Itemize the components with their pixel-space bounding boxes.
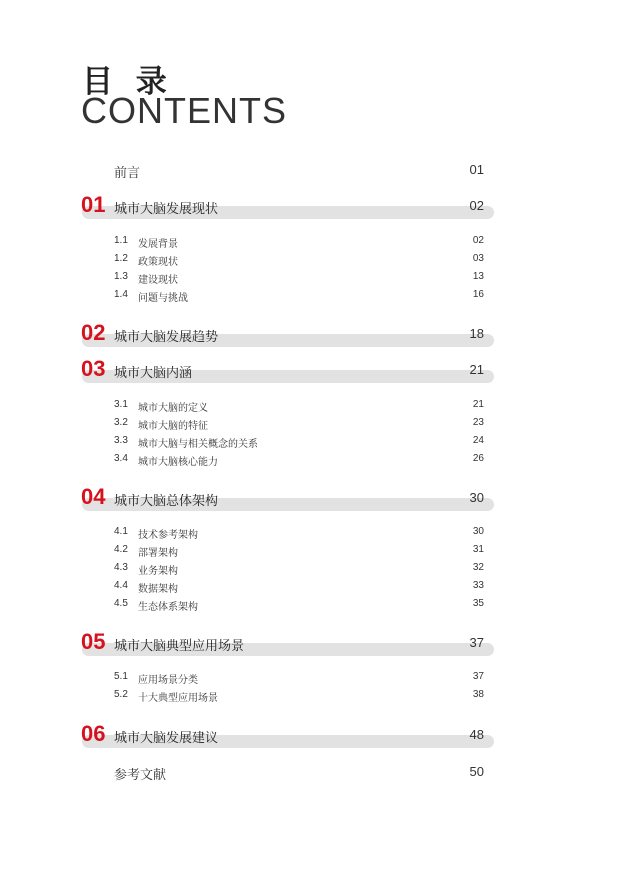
section-title: 应用场景分类 bbox=[138, 675, 198, 686]
section-number: 4.4 bbox=[114, 580, 128, 591]
chapter-number: 04 bbox=[81, 484, 106, 509]
section-title: 十大典型应用场景 bbox=[138, 693, 218, 704]
chapter-title: 城市大脑典型应用场景 bbox=[114, 639, 245, 654]
section-number: 5.2 bbox=[114, 689, 128, 700]
section-page: 32 bbox=[472, 562, 484, 573]
section-page: 31 bbox=[472, 544, 484, 555]
section-page: 30 bbox=[472, 526, 484, 537]
section-page: 33 bbox=[472, 580, 484, 591]
chapter-number: 02 bbox=[81, 320, 106, 345]
section-number: 5.1 bbox=[114, 671, 128, 682]
section-page: 26 bbox=[472, 453, 484, 464]
chapter-page: 48 bbox=[469, 727, 484, 742]
chapter-title: 城市大脑内涵 bbox=[114, 366, 193, 381]
section-number: 1.3 bbox=[114, 271, 128, 282]
section-page: 24 bbox=[472, 435, 484, 446]
section-number: 4.5 bbox=[114, 598, 128, 609]
section-page: 23 bbox=[472, 417, 484, 428]
section-number: 1.4 bbox=[114, 289, 128, 300]
chapter-page: 21 bbox=[469, 362, 484, 377]
toc-entry-page: 50 bbox=[469, 764, 484, 779]
section-page: 38 bbox=[472, 689, 484, 700]
chapter-number: 06 bbox=[81, 721, 106, 746]
chapter-page: 18 bbox=[469, 326, 484, 341]
section-title: 政策现状 bbox=[138, 257, 178, 268]
section-number: 3.3 bbox=[114, 435, 128, 446]
section-title: 城市大脑与相关概念的关系 bbox=[138, 439, 258, 450]
section-title: 发展背景 bbox=[138, 239, 178, 250]
chapter-title: 城市大脑发展趋势 bbox=[114, 330, 219, 345]
section-title: 城市大脑的定义 bbox=[138, 403, 208, 414]
section-number: 3.1 bbox=[114, 399, 128, 410]
chapter-page: 02 bbox=[469, 198, 484, 213]
chapter-number: 05 bbox=[81, 629, 106, 654]
chapter-page: 37 bbox=[469, 635, 484, 650]
section-title: 业务架构 bbox=[138, 566, 178, 577]
section-page: 03 bbox=[472, 253, 484, 264]
toc-entry-label: 参考文献 bbox=[114, 768, 167, 783]
section-page: 02 bbox=[472, 235, 484, 246]
section-title: 城市大脑核心能力 bbox=[138, 457, 218, 468]
section-number: 4.3 bbox=[114, 562, 128, 573]
section-page: 13 bbox=[472, 271, 484, 282]
section-title: 城市大脑的特征 bbox=[138, 421, 208, 432]
chapter-page: 30 bbox=[469, 490, 484, 505]
chapter-number: 01 bbox=[81, 192, 106, 217]
section-number: 1.2 bbox=[114, 253, 128, 264]
section-number: 1.1 bbox=[114, 235, 128, 246]
page-title-cn: 目 录 bbox=[82, 64, 173, 100]
section-page: 16 bbox=[472, 289, 484, 300]
section-page: 37 bbox=[472, 671, 484, 682]
toc-entry-page: 01 bbox=[469, 162, 484, 177]
section-title: 数据架构 bbox=[138, 584, 178, 595]
chapter-number: 03 bbox=[81, 356, 106, 381]
section-page: 21 bbox=[472, 399, 484, 410]
page-title-en: CONTENTS bbox=[81, 90, 287, 131]
section-title: 技术参考架构 bbox=[138, 530, 198, 541]
section-title: 生态体系架构 bbox=[138, 602, 198, 613]
section-title: 部署架构 bbox=[138, 548, 178, 559]
section-title: 建设现状 bbox=[138, 275, 178, 286]
section-page: 35 bbox=[472, 598, 484, 609]
section-number: 4.1 bbox=[114, 526, 128, 537]
toc-entry-label: 前言 bbox=[114, 166, 141, 181]
section-title: 问题与挑战 bbox=[138, 293, 188, 304]
section-number: 4.2 bbox=[114, 544, 128, 555]
section-number: 3.4 bbox=[114, 453, 128, 464]
chapter-title: 城市大脑总体架构 bbox=[114, 494, 219, 509]
chapter-title: 城市大脑发展建议 bbox=[114, 731, 219, 746]
chapter-title: 城市大脑发展现状 bbox=[114, 202, 219, 217]
section-number: 3.2 bbox=[114, 417, 128, 428]
